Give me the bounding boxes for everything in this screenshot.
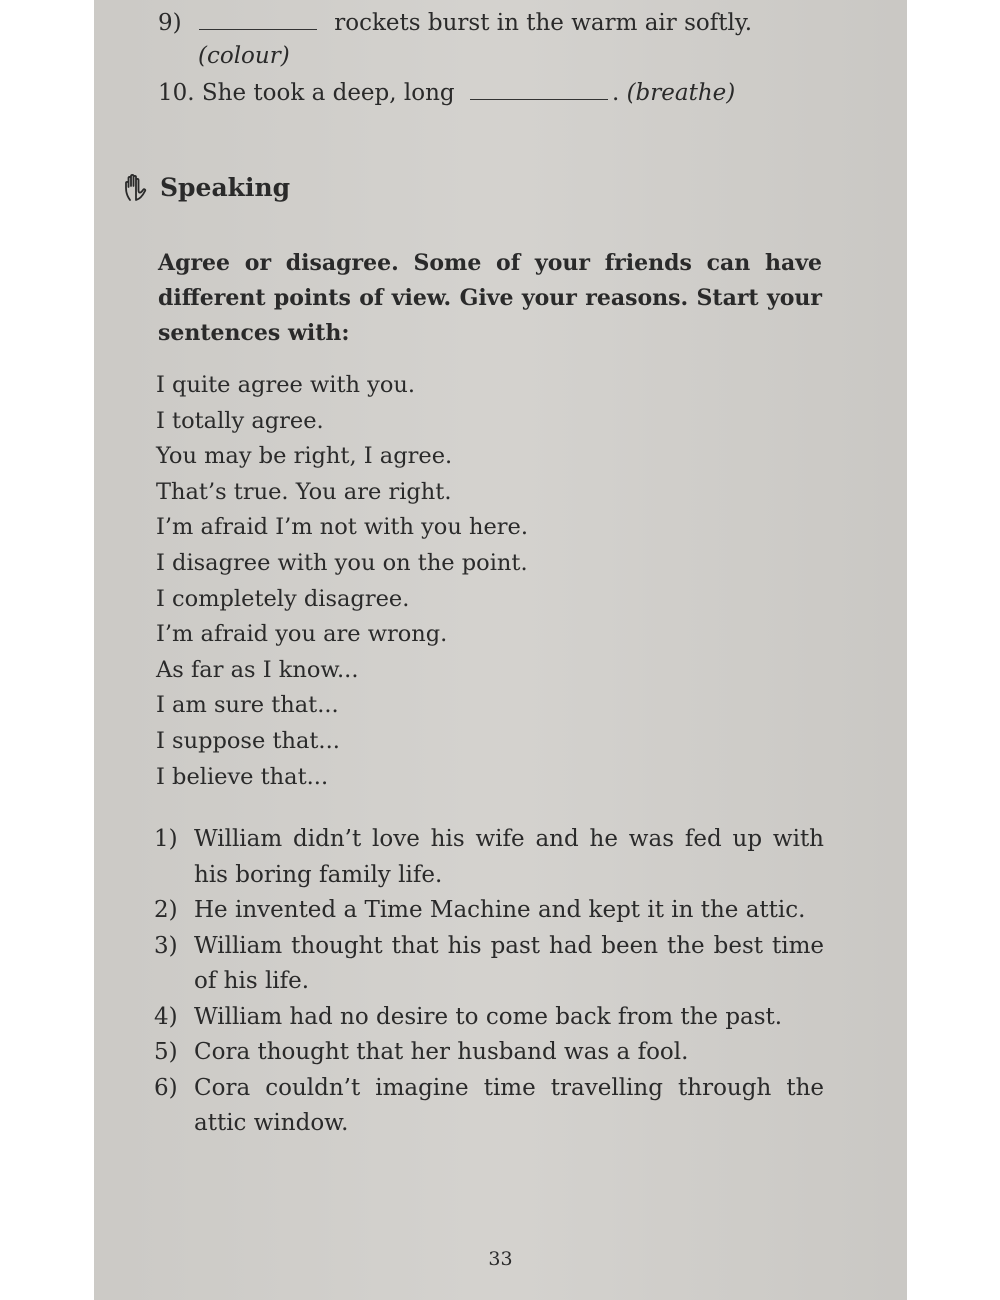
- statement-number: 2): [154, 897, 178, 923]
- phrase-item: You may be right, I agree.: [156, 443, 453, 470]
- exercise-10: [158, 76, 735, 111]
- statement-number: 3): [154, 932, 178, 959]
- statement-item: [154, 1071, 824, 1142]
- exercise-number: 9): [158, 10, 182, 36]
- statement-text: Cora couldn’t imagine time travelling through the attic window.: [194, 1074, 824, 1136]
- phrase-item: As far as I know...: [156, 656, 359, 683]
- statement-item: [154, 1035, 824, 1071]
- phrase-item: I believe that...: [156, 763, 329, 790]
- statement-number: 5): [154, 1039, 178, 1065]
- statement-item: [154, 1000, 824, 1036]
- hand-icon: [122, 172, 150, 202]
- statement-text: William thought that his past had been the best time of his life.: [194, 932, 824, 994]
- statement-item: [154, 822, 824, 893]
- statement-text: Cora thought that her husband was a fool.: [194, 1039, 689, 1065]
- statement-text: He invented a Time Machine and kept it in the attic.: [194, 897, 806, 923]
- phrase-item: That’s true. You are right.: [156, 478, 452, 505]
- phrase-item: I completely disagree.: [156, 585, 410, 612]
- phrase-list: [156, 368, 528, 795]
- statement-item: [154, 893, 824, 929]
- phrase-item: I disagree with you on the point.: [156, 549, 528, 576]
- exercise-text: She took a deep, long: [201, 80, 455, 106]
- answer-blank: [199, 9, 317, 30]
- exercise-punct: .: [611, 80, 620, 106]
- statement-text: William had no desire to come back from the past.: [194, 1003, 783, 1030]
- statement-number: 4): [154, 1003, 178, 1030]
- book-page: [94, 0, 907, 1300]
- statement-number: 1): [154, 826, 178, 852]
- statement-item: [154, 929, 824, 1000]
- statement-number: 6): [154, 1074, 178, 1101]
- phrase-item: I suppose that...: [156, 727, 340, 754]
- exercise-text: rockets burst in the warm air softly.: [334, 10, 753, 36]
- phrase-item: I’m afraid I’m not with you here.: [156, 514, 529, 541]
- answer-blank: [470, 79, 608, 100]
- phrase-item: I quite agree with you.: [156, 372, 416, 398]
- statement-text: William didn’t love his wife and he was fed up with his boring family life.: [194, 826, 824, 888]
- phrase-item: I am sure that...: [156, 692, 339, 719]
- phrase-item: I totally agree.: [156, 407, 324, 434]
- statement-list: [154, 822, 824, 1142]
- section-heading: [122, 172, 290, 202]
- section-title: Speaking: [160, 172, 291, 202]
- phrase-item: I’m afraid you are wrong.: [156, 621, 448, 648]
- page-number: 33: [488, 1248, 513, 1270]
- word-hint: (colour): [198, 43, 290, 69]
- exercise-number: 10.: [158, 80, 195, 106]
- exercise-9-hint: [198, 39, 290, 74]
- exercise-9: [158, 6, 752, 41]
- word-hint: (breathe): [626, 80, 736, 106]
- task-instruction: Agree or disagree. Some of your friends can have different points of view. Give your reasons. Start your sentences with:: [158, 250, 822, 346]
